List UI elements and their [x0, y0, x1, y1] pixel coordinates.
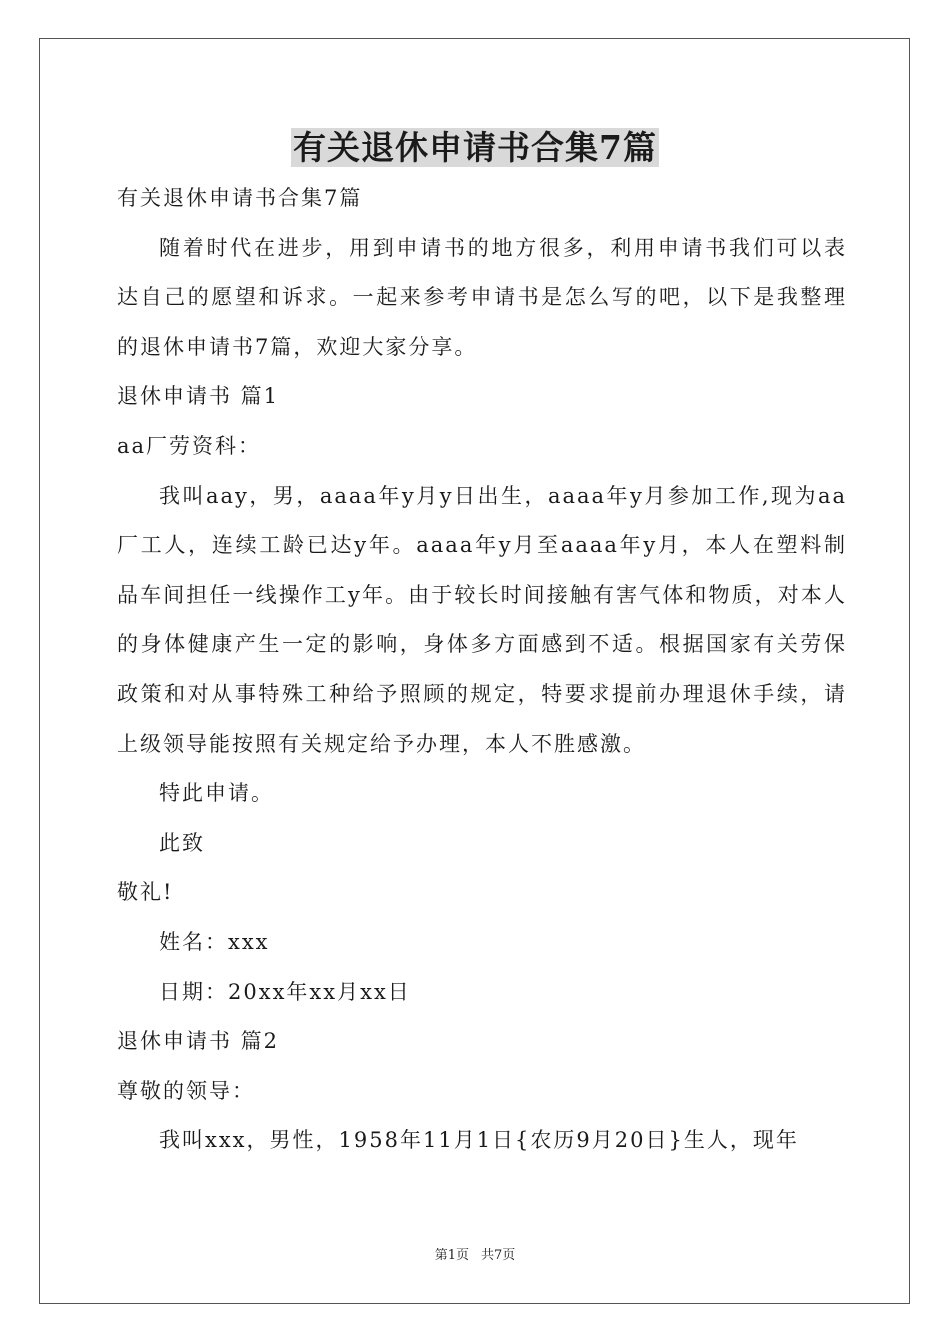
paragraph-body-2: 我叫xxx，男性，1958年11月1日{农历9月20日}生人，现年 — [159, 1128, 799, 1153]
page-footer — [0, 1246, 950, 1266]
document-title — [0, 124, 950, 172]
page-number: 第1页 — [434, 1248, 469, 1263]
section-heading-2: 退休申请书 篇2 — [117, 1029, 280, 1054]
salutation-1: aa厂劳资科： — [117, 433, 262, 458]
paragraph-intro: 随着时代在进步，用到申请书的地方很多，利用申请书我们可以表达自己的愿望和诉求。一起来参考申请书是怎么写的吧，以下是我整理的退休申请书7篇，欢迎大家分享。 — [117, 235, 847, 359]
document-title-text: 有关退休申请书合集7篇 — [293, 128, 657, 167]
paragraph-closing-salute: 敬礼! — [117, 880, 174, 905]
salutation-2: 尊敬的领导： — [117, 1078, 255, 1103]
paragraph-closing-request: 特此申请。 — [159, 781, 274, 806]
section-heading-1: 退休申请书 篇1 — [117, 384, 280, 409]
page-total: 共7页 — [481, 1248, 516, 1263]
signature-date: 日期：20xx年xx月xx日 — [159, 979, 411, 1004]
paragraph-body-1: 我叫aay，男，aaaa年y月y日出生，aaaa年y月参加工作,现为aa厂工人，连续工龄已达y年。aaaa年y月至aaaa年y月，本人在塑料制品车间担任一线操作工y年。由于较长时间接触有害气体和物质，对本人的身体健康产生一定的影响，身体多方面感到不适。根据国家有关劳保政策和对从事特殊工种给予照顾的规定，特要求提前办理退休手续，请上级领导能按照有关规定给予办理，本人不胜感激。 — [117, 483, 847, 756]
paragraph-subtitle: 有关退休申请书合集7篇 — [117, 186, 363, 210]
paragraph-closing-cizhi: 此致 — [159, 830, 205, 855]
signature-name: 姓名：xxx — [159, 929, 270, 954]
document-body — [117, 174, 847, 1166]
